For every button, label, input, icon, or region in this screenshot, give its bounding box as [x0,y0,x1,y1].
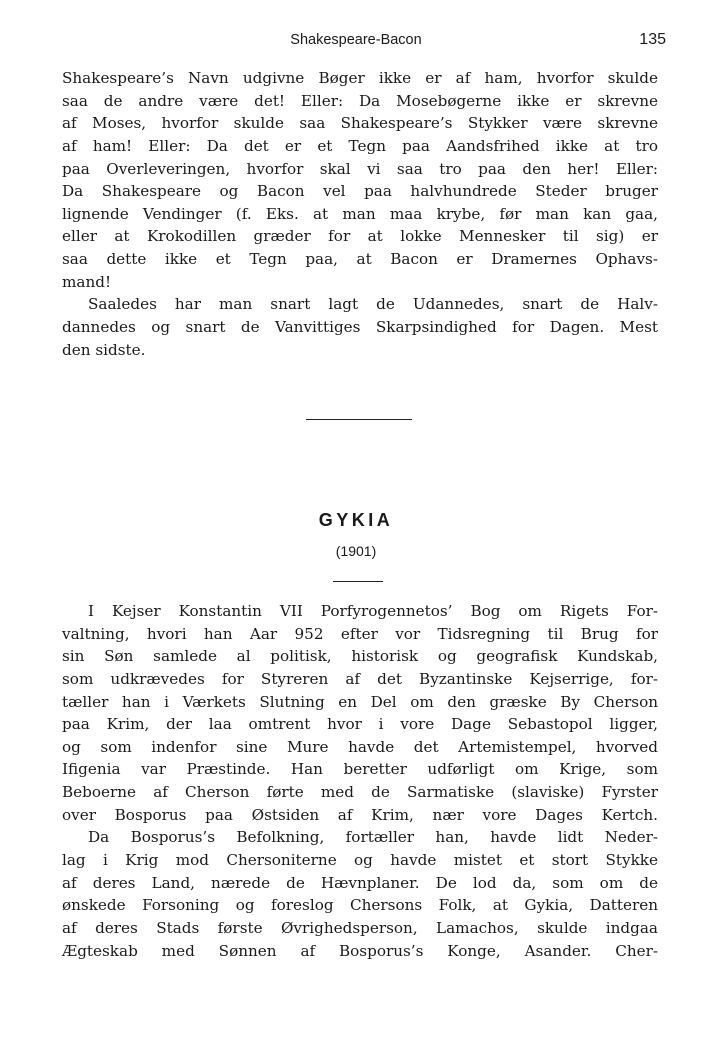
shakespeare-bacon-text [62,67,658,361]
text-line: saa de andre være det! Eller: Da Mosebøgerne ikke er skrevne [62,91,658,110]
section-divider [306,419,412,420]
text-line: saa dette ikke et Tegn paa, at Bacon er Dramernes Ophavs- [62,250,658,269]
text-line: af ham! Eller: Da det er et Tegn paa Aandsfrihed ikke at tro [62,136,658,155]
text-line: Da Bosporus’s Befolkning, fortæller han, havde lidt Neder- [88,828,658,847]
chapter-title: GYKIA [318,510,394,530]
page-number: 135 [639,31,666,48]
text-line: Shakespeare’s Navn udgivne Bøger ikke er af ham, hvorfor skulde [62,69,658,87]
gykia-text [62,600,658,962]
text-line: tæller han i Værkets Slutning en Del om den græske By Cherson [62,692,658,711]
text-line: dannedes og snart de Vanvittiges Skarpsindighed for Dagen. Mest [62,318,658,337]
text-line: I Kejser Konstantin VII Porfyrogennetos’ Bog om Rigets For- [88,602,658,620]
text-line: af deres Stads første Øvrighedsperson, Lamachos, skulde indgaa [62,918,658,937]
text-line: af Moses, hvorfor skulde saa Shakespeare’s Stykker være skrevne [62,114,658,133]
text-line: over Bosporus paa Østsiden af Krim, nær vore Dages Kertch. [62,805,658,824]
text-line: lag i Krig mod Chersoniterne og havde mistet et stort Stykke [62,851,658,870]
text-line: Ifigenia var Præstinde. Han beretter udførligt om Krige, som [62,760,658,779]
text-line: som udkrævedes for Styreren af det Byzantinske Kejserrige, for- [62,669,658,688]
text-line: Beboerne af Cherson førte med de Sarmatiske (slaviske) Fyrster [62,783,658,802]
text-line: af deres Land, nærede de Hævnplaner. De lod da, som om de [62,873,658,892]
text-line: paa Krim, der laa omtrent hvor i vore Dage Sebastopol ligger, [62,715,658,734]
running-title: Shakespeare-Bacon [290,32,422,48]
running-head [0,30,712,52]
text-line: den sidste. [62,340,146,359]
text-line: Ægteskab med Sønnen af Bosporus’s Konge, Asander. Cher- [62,941,658,960]
text-line: Saaledes har man snart lagt de Udannedes, snart de Halv- [88,295,658,314]
text-line: mand! [62,272,112,291]
text-line: ønskede Forsoning og foreslog Chersons Folk, at Gykia, Datteren [62,896,658,915]
text-line: paa Overleveringen, hvorfor skal vi saa tro paa den her! Eller: [62,159,658,178]
text-line: eller at Krokodillen græder for at lokke Mennesker til sig) er [62,227,658,246]
chapter-year: (1901) [335,543,377,559]
text-line: sin Søn samlede al politisk, historisk og geografisk Kundskab, [62,647,658,666]
text-line: Da Shakespeare og Bacon vel paa halvhundrede Steder bruger [62,182,658,201]
text-line: og som indenfor sine Mure havde det Artemistempel, hvorved [62,737,658,756]
text-line: valtning, hvori han Aar 952 efter vor Tidsregning til Brug for [62,624,658,643]
text-line: lignende Vendinger (f. Eks. at man maa krybe, før man kan gaa, [62,204,658,223]
chapter-divider [333,581,383,582]
